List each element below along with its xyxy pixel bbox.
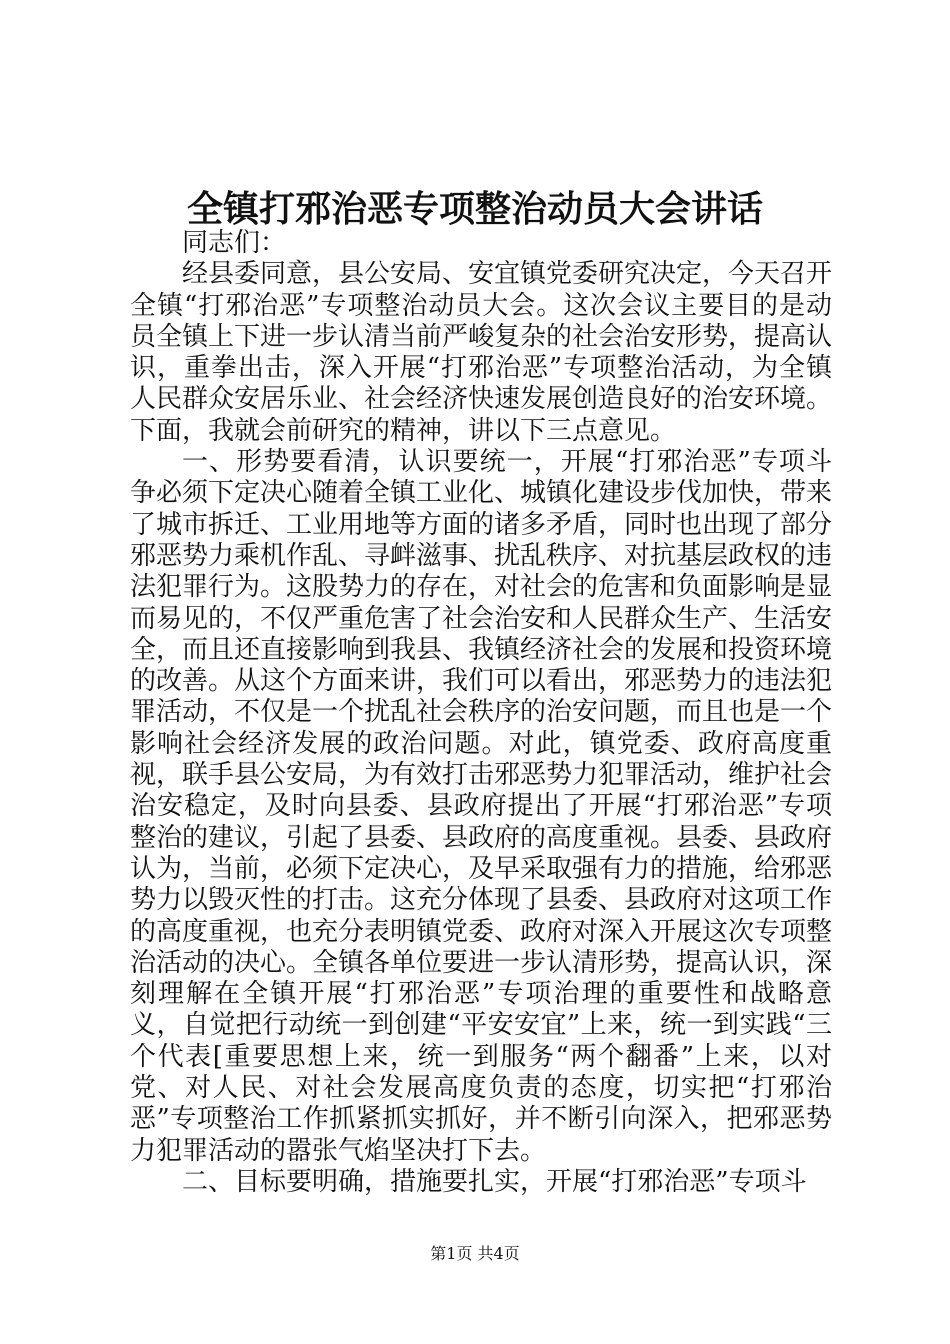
paragraph-intro: 经县委同意，县公安局、安宜镇党委研究决定，今天召开全镇“打邪治恶”专项整治动员大会。这次会议主要目的是动员全镇上下进一步认清当前严峻复杂的社会治安形势，提高认识，重拳出击，深入开展“打邪治恶”专项整治活动，为全镇人民群众安居乐业、社会经济快速发展创造良好的治安环境。下面，我就会前研究的精神，讲以下三点意见。	[130, 259, 833, 446]
page-footer: 第1页 共4页	[430, 1244, 520, 1263]
paragraph-section-two: 二、目标要明确，措施要扎实，开展“打邪治恶”专项斗	[182, 1166, 807, 1197]
salutation: 同志们：	[182, 228, 287, 258]
paragraph-section-one: 一、形势要看清，认识要统一，开展“打邪治恶”专项斗争必须下定决心随着全镇工业化、城镇化建设步伐加快，带来了城市拆迁、工业用地等方面的诸多矛盾，同时也出现了部分邪恶势力乘机作乱、寻衅滋事、扰乱秩序、对抗基层政权的违法犯罪行为。这股势力的存在，对社会的危害和负面影响是显而易见的，不仅严重危害了社会治安和人民群众生产、生活安全，而且还直接影响到我县、我镇经济社会的发展和投资环境的改善。从这个方面来讲，我们可以看出，邪恶势力的违法犯罪活动，不仅是一个扰乱社会秩序的治安问题，而且也是一个影响社会经济发展的政治问题。对此，镇党委、政府高度重视，联手县公安局，为有效打击邪恶势力犯罪活动，维护社会治安稳定，及时向县委、县政府提出了开展“打邪治恶”专项整治的建议，引起了县委、县政府的高度重视。县委、县政府认为，当前，必须下定决心，及早采取强有力的措施，给邪恶势力以毁灭性的打击。这充分体现了县委、县政府对这项工作的高度重视，也充分表明镇党委、政府对深入开展这次专项整治活动的决心。全镇各单位要进一步认清形势，提高认识，深刻理解在全镇开展“打邪治恶”专项治理的重要性和战略意义，自觉把行动统一到创建“平安安宜”上来，统一到实践“三个代表[重要思想上来，统一到服务“两个翻番”上来，以对党、对人民、对社会发展高度负责的态度，切实把“打邪治恶”专项整治工作抓紧抓实抓好，并不断引向深入，把邪恶势力犯罪活动的嚣张气焰坚决打下去。	[130, 447, 833, 1166]
document-title: 全镇打邪治恶专项整治动员大会讲话	[186, 188, 763, 230]
document-body	[130, 228, 832, 1198]
